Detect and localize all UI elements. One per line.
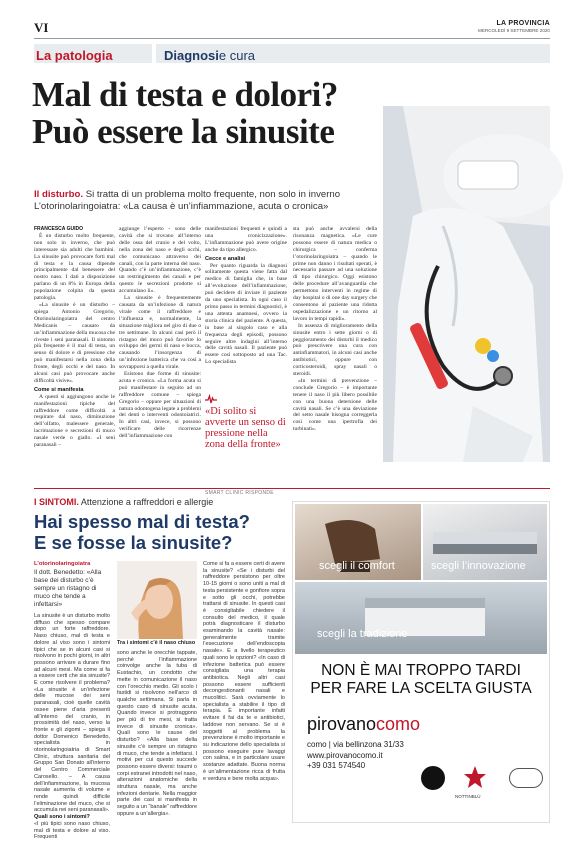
brand-slogan-2: PER FARE LA SCELTA GIUSTA — [310, 680, 532, 697]
col1-paragraph-1: È un disturbo molto frequente, non solo in inverno, che può interessare sia adulti che bambini. La sinusite può provocare forti mal di testa e la causa dipende principalmente dal benessere del nostro naso. I dati a disposizione parlano di un 8% in Europa della popolazione colpita da questa patologia. — [34, 232, 115, 302]
brand-photo-1-label: scegli il comfort — [319, 560, 395, 572]
ad-column-3: Come si fa a essere certi di avere la sinusite? «Se i disturbi del raffreddore persistono per oltre 10-15 giorni o sono uniti a mal di testa persistente e gonfiore sopra e sotto gli occhi, potrebbe trattarsi di sinusite. In questi casi è consigliabile chiedere il consulto del medico, il quale potrà diagnosticare il disturbo esaminando la cavità nasale: generalmente tramite l’esecuzione dell’endoscopia nasale». E a livello terapeutico quali sono le opzioni? «In caso di infezione batterica può essere consigliata una terapia antibiotica. Negli altri casi possono essere sufficienti decongestionanti nasali e mucolitici. Sarà ovviamente lo specialista a stabilire il tipo di terapia. È importante infatti evitare il fai da te e antibiotici, laddove non servano. Se si è soggetti al problema la prevenzione è molto importante e su indicazione dello specialista si possono eseguire pure lavaggi con salina, e in particolare usare sostanze adattate. Buona norma è un’alimentazione ricca di frutta e verdura e bere molta acqua». — [203, 561, 285, 782]
standfirst-text-1: Si tratta di un problema molto frequente, non solo in inverno — [83, 189, 341, 200]
ad-top-rule — [34, 488, 550, 489]
page-header — [34, 20, 550, 36]
section-left-label: La patologia — [36, 48, 113, 63]
brand-photo-grid — [293, 502, 549, 656]
byline: FRANCESCA GUIDO — [34, 226, 83, 232]
section-right — [156, 44, 550, 63]
paper-name: LA PROVINCIA — [496, 20, 550, 27]
headline-line-2: Può essere la sinusite — [32, 112, 335, 151]
standfirst-line-2: L’otorinolaringoiatra: «La causa è un’infiammazione, acuta o cronica» — [34, 200, 329, 212]
ad-headline — [34, 511, 294, 553]
brand-mark-2-label: NOTTINBLÙ — [455, 794, 481, 799]
brand-phone: +39 031 574540 — [307, 761, 366, 770]
pull-quote-text: «Di solito si avverte un senso di pressione nella zona della fronte» — [205, 406, 286, 450]
ad-kicker-line — [34, 497, 213, 507]
brand-photo-3 — [295, 582, 547, 654]
section-left — [34, 44, 152, 63]
col1-paragraph-3: A questi si aggiungono anche le manifestazioni tipiche del raffreddore come difficoltà a respirare dal naso, diminuzione dell’olfatto, malessere generale, lacrimazione e secrezioni di muco nasale verde o giallo. «I seni paranasali – — [34, 393, 115, 449]
brand-advert — [292, 501, 550, 823]
brand-logo-light: como — [376, 714, 421, 734]
col3-paragraph-2: Per quanto riguarda la diagnosi solitamente questa viene fatta dal medico di famiglia che, in base all’evoluzione dell’infiammazione, può decidere di inviare il paziente da uno specialista. In ogni caso il primo passo in termini diagnostici, è una attenta anamnesi, ovvero la storia clinica del paziente. A questa, in base al singolo caso e alla frequenza degli episodi, possono seguire altre indagini all’interno delle cavità nasali. Il paziente può essere così sottoposto ad una Tac. Lo specialista — [205, 262, 287, 366]
col4-paragraph-1: sta può anche avvalersi della risonanza magnetica. «Le cure possono essere di natura medica o chirurgica – conferma l’otorinolaringoiatra – quando le prime non danno i risultati sperati, è necessario passare ad una soluzione di tipo chirurgico. Oggi esistono delle procedure all’avanguardia che permettono interventi in regime di day hospital o di one day surgery che consentono al paziente una ridotta ospedalizzazione e un ritorno al lavoro in tempi rapidi». — [293, 226, 377, 322]
doctor-illustration — [383, 106, 550, 462]
section-right-light: e cura — [218, 48, 256, 63]
standfirst-line-1 — [34, 189, 384, 201]
brand-photo-3-label: scegli la tradizione — [317, 628, 408, 640]
ad-col1-subhead: Quali sono i sintomi? — [34, 814, 90, 821]
brand-contacts — [307, 740, 404, 772]
ad-label: SMART CLINIC RISPONDE — [205, 490, 274, 496]
brand-photo-1 — [295, 504, 421, 580]
headline-line-1: Mal di testa e dolori? — [32, 75, 338, 114]
brand-address: como | via bellinzona 31/33 — [307, 740, 404, 749]
section-right-bold: Diagnosi — [164, 48, 219, 63]
article-column-1 — [34, 226, 115, 483]
bed-icon — [295, 582, 547, 654]
brand-slogan — [293, 662, 549, 698]
col4-paragraph-2: In assenza di miglioramento della sinusite entro i sette giorni o di peggioramento dei disturbi il medico può prescrivere una cura con antinfiammatori, in alcuni casi anche antibiotici, oppure con corticosteroidi, spray nasali o steroidi. — [293, 322, 377, 378]
ad-col1-body: La sinusite è un disturbo molto diffuso che spesso compare dopo un forte raffreddore. Naso chiuso, mal di testa e dolore al viso sono i sintomi tipici che se in alcuni casi si risolvono in pochi giorni, in altri possono arrivare a durare fino ad alcuni mesi. Ma come si fa a essere certi che sia sinusite? E come risolvere il problema? «La sinusite è un’infezione delle mucose dei seni paranasali, cioè quelle cavità ossee piene d’aria presenti all’interno del cranio, in prossimità del naso, verso la fronte e gli zigomi – spiega il dottor Domenico Benedetto, specialista in otorinolaringoiatria di Smart Clinic, struttura sanitaria del Gruppo San Donato all’interno del Centro Commerciale Carosello. – A causa dell’infiammazione, la mucosa nasale aumenta di volume e rende quindi difficile l’eliminazione del muco, che si accumula nei seni paranasali». — [34, 613, 110, 814]
ad-column-2: sono anche le orecchie tappate, perché l’infiammazione coinvolge anche la tuba di Eustachio, un condotto che mette in comunicazione il naso con l’orecchio medio. Gli scolo i fastidi si risolvono nell’arco di qualche settimana. Si parla in questo caso di sinusite acuta. Quando invece si protraggono per più di tre mesi, si tratta invece di sinusite cronica». Quali sono le cause del disturbo? «Alla base della sinusite c’è sempre un ristagno di muco, che tende a infettarsi. I motivi per cui questo succede possono essere diversi: traumi o corpi estranei introdotti nel naso, alterazioni anatomiche della struttura nasale, ma anche infezioni dentarie. Nella maggior parte dei casi si manifesta in seguito a un “banale” raffreddore oppure a un’allergia». — [117, 650, 198, 817]
ad-headline-2: E se fosse la sinusite? — [34, 532, 233, 553]
ad-kicker: I SINTOMI. — [34, 497, 79, 507]
ad-col1-end: «I più tipici sono naso chiuso, mal di testa e dolore al viso. Frequenti — [34, 820, 110, 841]
ad-subhead: L’otorinolaringoiatra — [34, 561, 91, 567]
ad-intro: Il dott. Benedetto: «Alla base dei disturbo c’è sempre un ristagno di muco che tende a infettarsi» — [34, 569, 102, 608]
col3-subhead: Cecce e analisi — [205, 255, 246, 262]
brand-logo-bold: pirovano — [307, 714, 377, 734]
article-column-2 — [119, 226, 201, 483]
standfirst-kicker: Il disturbo. — [34, 189, 84, 200]
brand-mark-2 — [463, 764, 487, 790]
page-number: VI — [34, 20, 49, 35]
col1-subhead: Come si manifesta — [34, 386, 84, 393]
col2-paragraph-2: La sinusite è frequentemente causata da un’infezione di natura virale come il raffreddore e l’influenza e, normalmente, la situazione migliora nel giro di due o tre settimane. In alcuni casi però il ristagno del muco può favorire lo sviluppo dei germi di naso e bocca, causando l’insorgenza di un’infezione batterica che va così a sovrapporsi a quella virale. — [119, 295, 201, 371]
col3-paragraph-1: manifestazioni frequenti e quindi a una cronicizzazione». L’infiammazione può avere origine anche da tipo allergico. — [205, 226, 287, 253]
brand-web: www.pirovanocomo.it — [307, 750, 383, 760]
brand-photo-2-label: scegli l’innovazione — [431, 560, 526, 572]
ad-headline-1: Hai spesso mal di testa? — [34, 511, 250, 532]
col1-paragraph-2: «La sinusite è un disturbo – spiega Antonio Gregorio, Otorinolaringoiatra del centro Medicanis – causato da un’infiammazione della mucosa che riveste i seni paranasali. Il sintomo più frequente è il mal di testa, un senso di dolore e di pressione che può manifestarsi nella zona della fronte, degli occhi e del naso. In alcuni casi può provocare anche difficoltà visive». — [34, 301, 115, 384]
brand-logo — [307, 714, 420, 735]
brand-slogan-1: NON È MAI TROPPO TARDI — [321, 662, 521, 679]
brand-mark-3 — [509, 768, 543, 788]
section-bar — [34, 44, 550, 63]
brand-mark-1 — [421, 766, 445, 790]
col2-paragraph-3: Esistono due forme di sinusite: acuta e cronica. «La forma acuta si può manifestare in seguito ad un raffreddore comune – spiega Gregorio – oppure per situazioni di natura odontogena legate a problemi dei denti o interventi odontoiatrici. In altri casi, invece, si possono verificare delle ricorrenze dell’infiammazione con — [119, 371, 201, 440]
doctor-photo — [383, 106, 550, 462]
brand-marks — [421, 762, 545, 808]
paper-date: MERCOLEDÌ 9 SETTEMBRE 2020 — [478, 28, 550, 33]
heartbeat-icon — [205, 394, 217, 404]
article-column-4 — [293, 226, 377, 483]
col4-paragraph-3: «In termini di prevenzione – conclude Gregorio – è importante tenere il naso il più libero possibile con una buona detersione delle cavità nasali. Se c’è una deviazione del setto nasale bisogna correggerla così come una ipertrofia dei turbinati». — [293, 377, 377, 433]
brand-photo-2 — [423, 504, 547, 580]
ad-kicker-text: Attenzione a raffreddori e allergie — [78, 497, 214, 507]
pull-quote — [205, 394, 289, 450]
headache-photo — [117, 561, 197, 639]
star-logo-icon — [463, 764, 487, 790]
photo-caption: Tra i sintomi c’è il naso chiuso — [117, 640, 196, 646]
woman-headache-illustration — [117, 561, 197, 639]
standfirst — [34, 189, 384, 212]
headline — [32, 76, 372, 150]
col2-paragraph-1: aggiunge l’esperto - sono delle cavità che si trovano all’interno delle ossa del cranio e del volto, nella zona del naso e degli occhi, che comunicano attraverso dei canali, con la parte interna del naso. Quando c’è un’infiammazione, c’è un restringimento dei canali e per questo le secrezioni prodotte si accumulano lì». — [119, 226, 201, 295]
ad-column-1 — [34, 561, 110, 841]
article-column-3 — [205, 226, 287, 390]
header-rule — [34, 38, 550, 39]
